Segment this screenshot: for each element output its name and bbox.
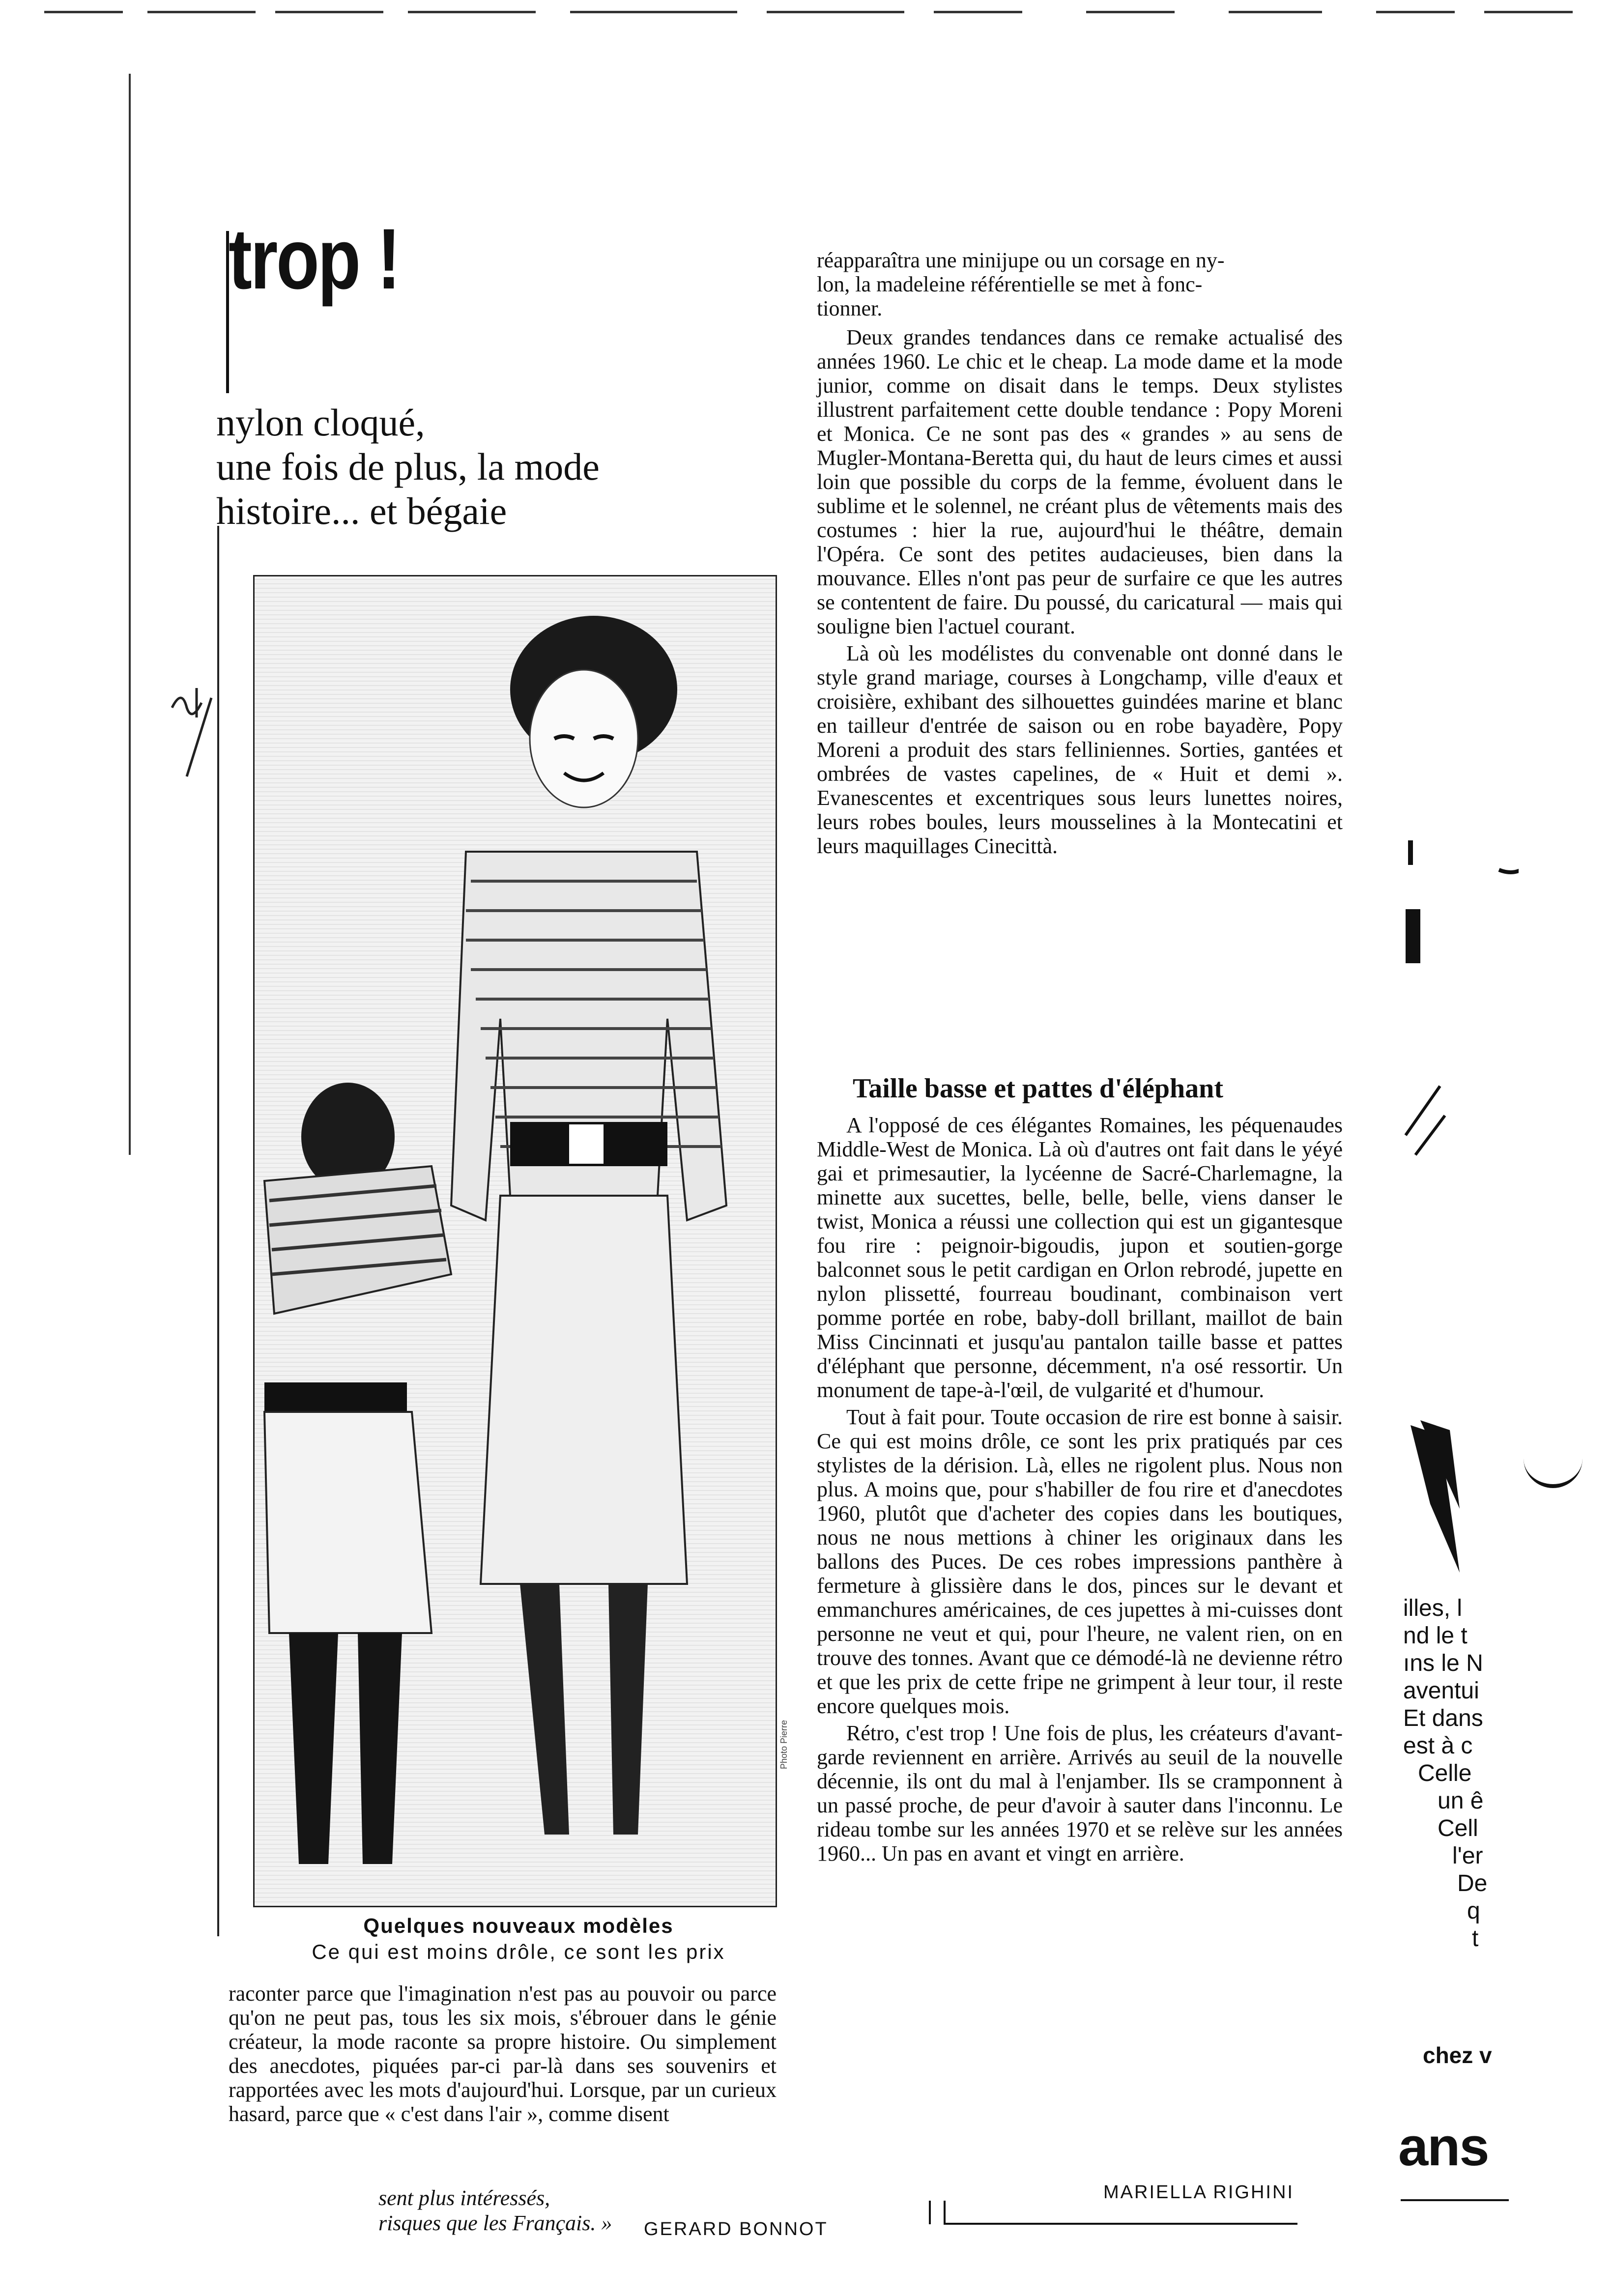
subheadline-line: histoire... et bégaie — [216, 489, 507, 532]
paragraph: A l'opposé de ces élégantes Romaines, les péquenaudes Middle-West de Monica. Là où d'autres ont fait dans le yéyé gai et primesautier, la lycéenne de Sacré-Charlemagne, la minette aux sucettes, belle, belle, belle, viens danser le twist, Monica a réussi une collection qui est un gigantesque fou rire : peignoir-bigoudis, jupon et soutien-gorge balconnet sous le petit cardigan en Orlon rebrodé, jupette en nylon plissetté, fourreau boudinant, combinaison vert pomme portée en robe, baby-doll brillant, maillot de bain Miss Cincinnati et jusqu'au pantalon taille basse et pattes d'éléphant que personne, décemment, n'a osé ressortir. Un monument de tape-à-l'œil, de vulgarité et d'humour. — [817, 1113, 1343, 1402]
text-line: tionner. — [817, 296, 883, 320]
fragment-line: sent plus intéressés, — [378, 2186, 550, 2210]
edge-fragment: q — [1467, 1898, 1480, 1924]
top-rule — [408, 11, 536, 13]
edge-mark — [1524, 1455, 1583, 1488]
photo-illustration — [255, 576, 776, 1906]
top-rule — [1484, 11, 1573, 13]
subheadline — [216, 401, 757, 533]
edge-fragments — [1403, 1595, 1487, 1952]
edge-fragment-chez: chez v — [1423, 2042, 1492, 2068]
edge-fragment-big: ans — [1398, 2117, 1489, 2177]
top-rule — [1229, 11, 1322, 13]
edge-fragment: l'er — [1452, 1843, 1483, 1869]
edge-rule — [1401, 2199, 1509, 2201]
top-rule — [1376, 11, 1455, 13]
edge-wedge-mark — [1401, 1415, 1489, 1578]
top-rule — [147, 11, 256, 13]
edge-fragment: Et dans — [1403, 1705, 1483, 1731]
edge-fragment: illes, l — [1403, 1595, 1463, 1621]
text-line: réapparaîtra une minijupe ou un corsage en ny- — [817, 248, 1225, 272]
top-rule — [44, 11, 123, 13]
text-line: lon, la madeleine référentielle se met à fonc- — [817, 272, 1203, 296]
edge-fragment: nd le t — [1403, 1623, 1468, 1649]
divider — [944, 2201, 946, 2224]
edge-fragment: De — [1457, 1870, 1488, 1896]
top-rule — [570, 11, 737, 13]
paragraph: Là où les modélistes du convenable ont donné dans le style grand mariage, courses à Longchamp, ville d'eaux et croisière, exhibant des silhouettes guindées marine et blanc en tailleur d'entrée de saison ou en robe bayadère, Popy Moreni a produit des stars felliniennes. Sorties, gantées et ombrées de vastes capelines, de « Huit et demi ». Evanescentes et excentriques sous leurs lunettes noires, leurs robes boules, leurs mousselines à la Montecatini et leurs maquillages Cinecittà. — [817, 641, 1343, 858]
edge-fragment: un ê — [1438, 1788, 1484, 1814]
edge-fragment: Celle — [1418, 1760, 1472, 1786]
top-rule — [1086, 11, 1175, 13]
divider — [929, 2201, 931, 2224]
right-column — [817, 248, 1343, 858]
headline: trop ! — [229, 211, 399, 307]
right-column-continued — [817, 1113, 1343, 1866]
top-rule — [767, 11, 904, 13]
left-bottom-column — [229, 1981, 777, 2126]
subheadline-line: une fois de plus, la mode — [216, 445, 600, 488]
fragment-line: risques que les Français. » — [378, 2211, 612, 2235]
handwritten-mark — [167, 678, 236, 796]
paragraph: Deux grandes tendances dans ce remake actualisé des années 1960. Le chic et le cheap. La mode dame et la mode junior, comme on disait dans le temps. Deux stylistes illustrent parfaitement cette double tendance : Popy Moreni et Monica. Ce ne sont pas des « grandes » au sens de Mugler-Montana-Beretta qui, du haut de leurs cimes et aussi loin que possible du corps de la femme, évoluent dans le sublime et le solennel, ne créant plus de vêtements mais des costumes : hier la rue, aujourd'hui le théâtre, demain l'Opéra. Ce sont des petites audacieuses, bien dans la mouvance. Elles n'ont pas peur de surfaire ce que les autres se contentent de faire. Du poussé, du caricatural — mais qui souligne bien l'actuel courant. — [817, 325, 1343, 638]
author-bottom: GERARD BONNOT — [644, 2219, 828, 2239]
paragraph: Rétro, c'est trop ! Une fois de plus, les créateurs d'avant-garde reviennent en arrière. Arrivés au seuil de la nouvelle décennie, ils ont du mal à l'enjamber. Ils se cramponnent à un passé proche, de peur d'avoir à sauter dans l'inconnu. Le rideau tombe sur les années 1970 et se relève sur les années 1960... Un pas en avant et vingt en arrière. — [817, 1721, 1343, 1866]
author-right: MARIELLA RIGHINI — [1103, 2182, 1294, 2203]
paragraph: raconter parce que l'imagination n'est pas au pouvoir ou parce qu'on ne peut pas, tous les six mois, s'ébrouer dans le génie créateur, la mode raconte sa propre histoire. Ou simplement des anecdotes, piquées par-ci par-là dans ses souvenirs et rapportées avec les mots d'aujourd'hui. Lorsque, par un curieux hasard, parce que « c'est dans l'air », comme disent — [229, 1981, 777, 2126]
edge-fragment: t — [1472, 1925, 1479, 1952]
margin-rule — [129, 74, 131, 1155]
caption-text: Ce qui est moins drôle, ce sont les prix — [312, 1940, 725, 1963]
edge-fragment: Cell — [1438, 1815, 1478, 1841]
edge-fragment: ıns le N — [1403, 1650, 1483, 1676]
section-title: Taille basse et pattes d'éléphant — [853, 1073, 1223, 1104]
subheadline-line: nylon cloqué, — [216, 401, 425, 444]
paragraph: Tout à fait pour. Toute occasion de rire est bonne à saisir. Ce qui est moins drôle, ce sont les prix pratiqués par ces stylistes de la dérision. Là, elles ne rigolent plus. Nous non plus. A moins que, pour s'habiller de fou rire et d'anecdotes 1960, plutôt que d'acheter des copies dans les boutiques, nous ne nous mettions à chiner les originaux dans les ballons des Puces. De ces robes impressions panthère à fermeture à glissière dans le dos, pinces sur le devant et emmanchures américaines, de ces jupettes à mi-cuisses dont personne ne veut et qui, pour l'heure, ne valent rien, on en trouve des tonnes. Avant que ce démodé-là ne devienne rétro et que les prix de cette fripe ne grimpent à leur tour, il reste encore quelques mois. — [817, 1405, 1343, 1718]
caption-title: Quelques nouveaux modèles — [363, 1914, 674, 1937]
divider — [944, 2223, 1297, 2225]
edge-fragment: est à c — [1403, 1733, 1473, 1759]
edge-fragment: aventui — [1403, 1678, 1479, 1704]
top-rule — [934, 11, 1022, 13]
fashion-photo — [253, 575, 777, 1907]
photo-credit: Photo Pierre — [779, 1720, 789, 1769]
top-rule — [275, 11, 383, 13]
